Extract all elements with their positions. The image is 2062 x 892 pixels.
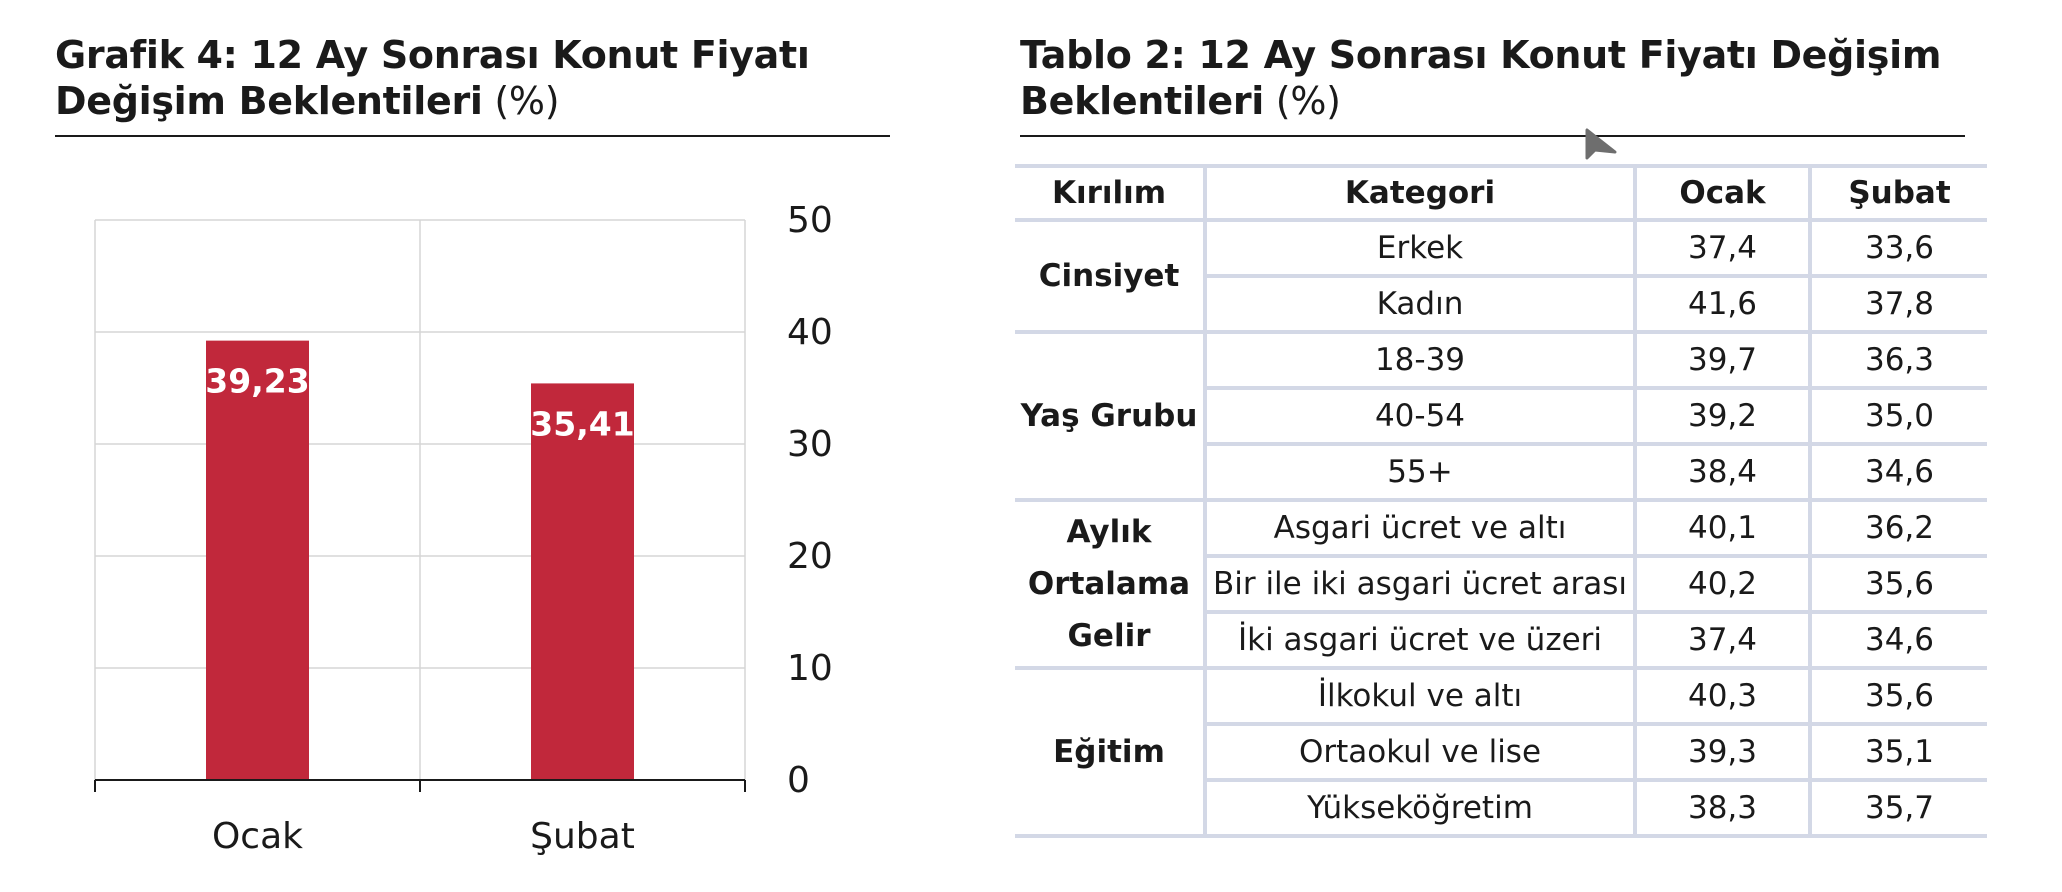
category-cell: Ortaokul ve lise <box>1205 724 1635 780</box>
header-kategori: Kategori <box>1205 166 1635 220</box>
bar-chart <box>0 150 900 870</box>
chart-axes <box>95 200 833 857</box>
ocak-value-cell: 38,4 <box>1635 444 1810 500</box>
y-tick-label: 10 <box>787 648 833 689</box>
category-cell: Yükseköğretim <box>1205 780 1635 836</box>
ocak-value-cell: 38,3 <box>1635 780 1810 836</box>
subat-value-cell: 36,3 <box>1810 332 1987 388</box>
ocak-value-cell: 37,4 <box>1635 612 1810 668</box>
chart-title-divider <box>55 135 890 137</box>
chart-title-unit: (%) <box>494 79 560 123</box>
category-cell: Bir ile iki asgari ücret arası <box>1205 556 1635 612</box>
subat-value-cell: 34,6 <box>1810 612 1987 668</box>
subat-value-cell: 35,7 <box>1810 780 1987 836</box>
category-cell: Erkek <box>1205 220 1635 276</box>
subat-value-cell: 33,6 <box>1810 220 1987 276</box>
group-label: Yaş Grubu <box>1015 332 1205 500</box>
subat-value-cell: 37,8 <box>1810 276 1987 332</box>
table-row <box>1015 332 1987 388</box>
y-tick-label: 50 <box>787 200 833 241</box>
table-title-divider <box>1020 135 1965 137</box>
group-label: Aylık Ortalama Gelir <box>1015 500 1205 668</box>
subat-value-cell: 36,2 <box>1810 500 1987 556</box>
table-row <box>1015 220 1987 276</box>
header-kirilim: Kırılım <box>1015 166 1205 220</box>
group-label: Eğitim <box>1015 668 1205 836</box>
table-title-text: Tablo 2: 12 Ay Sonrası Konut Fiyatı Değişim Beklentileri <box>1020 33 1942 123</box>
y-tick-label: 20 <box>787 536 833 577</box>
subat-value-cell: 35,6 <box>1810 556 1987 612</box>
table-title-unit: (%) <box>1275 79 1341 123</box>
header-ocak: Ocak <box>1635 166 1810 220</box>
bar-ocak <box>206 341 309 780</box>
ocak-value-cell: 41,6 <box>1635 276 1810 332</box>
mouse-pointer-icon <box>1585 128 1621 166</box>
subat-value-cell: 34,6 <box>1810 444 1987 500</box>
table-row <box>1015 500 1987 556</box>
category-cell: 40-54 <box>1205 388 1635 444</box>
subat-value-cell: 35,0 <box>1810 388 1987 444</box>
category-cell: İlkokul ve altı <box>1205 668 1635 724</box>
chart-title <box>55 32 895 124</box>
chart-title-text: Grafik 4: 12 Ay Sonrası Konut Fiyatı Değişim Beklentileri <box>55 33 810 123</box>
ocak-value-cell: 39,3 <box>1635 724 1810 780</box>
header-subat: Şubat <box>1810 166 1987 220</box>
category-cell: 18-39 <box>1205 332 1635 388</box>
ocak-value-cell: 40,2 <box>1635 556 1810 612</box>
x-tick-label: Ocak <box>211 816 304 857</box>
category-cell: Kadın <box>1205 276 1635 332</box>
chart-grid <box>95 220 745 780</box>
subat-value-cell: 35,6 <box>1810 668 1987 724</box>
subat-value-cell: 35,1 <box>1810 724 1987 780</box>
ocak-value-cell: 39,2 <box>1635 388 1810 444</box>
ocak-value-cell: 40,3 <box>1635 668 1810 724</box>
table-row <box>1015 668 1987 724</box>
bar-value-label: 39,23 <box>205 361 310 401</box>
bar-value-label: 35,41 <box>530 404 635 444</box>
y-tick-label: 0 <box>787 760 810 801</box>
x-tick-label: Şubat <box>530 816 635 857</box>
y-tick-label: 30 <box>787 424 833 465</box>
table-title <box>1020 32 1960 124</box>
expectations-table <box>1015 164 1987 838</box>
ocak-value-cell: 37,4 <box>1635 220 1810 276</box>
category-cell: Asgari ücret ve altı <box>1205 500 1635 556</box>
table-header-row <box>1015 166 1987 220</box>
ocak-value-cell: 39,7 <box>1635 332 1810 388</box>
category-cell: 55+ <box>1205 444 1635 500</box>
y-tick-label: 40 <box>787 312 833 353</box>
table-body <box>1015 220 1987 836</box>
category-cell: İki asgari ücret ve üzeri <box>1205 612 1635 668</box>
ocak-value-cell: 40,1 <box>1635 500 1810 556</box>
group-label: Cinsiyet <box>1015 220 1205 332</box>
